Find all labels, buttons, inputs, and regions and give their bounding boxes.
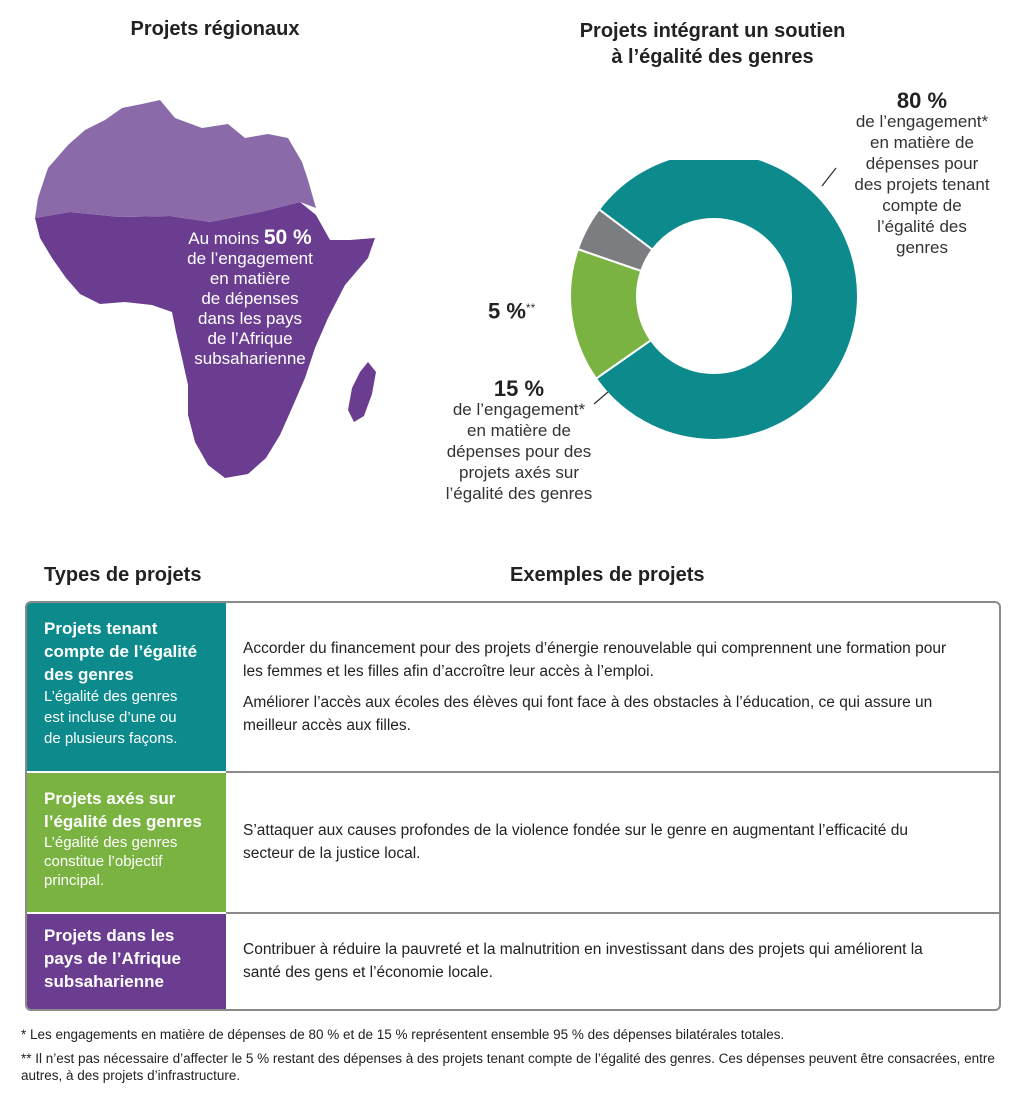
footnote-2: ** Il n’est pas nécessaire d’affecter le 5 % restant des dépenses à des projets tenant compte de l’égalité des genres. Ces dépenses peuvent être consacrées, entre autres, à des projets d’infrastructure.: [21, 1051, 995, 1083]
table-row: [27, 603, 999, 771]
type-cell: Projets tenant compte de l’égalité des genres L’égalité des genres est incluse d’une ou de plusieurs façons.: [27, 603, 226, 771]
examples-cell: S’attaquer aux causes profondes de la violence fondée sur le genre en augmentant l’efficacité du secteur de la justice local.: [243, 822, 908, 862]
projects-table: [25, 601, 1001, 1011]
label-15-value: 15 %: [493, 376, 545, 401]
examples-cell: Accorder du financement pour des projets d’énergie renouvelable qui comprennent une formation pour les femmes et les filles afin d’accroître leur accès à l’emploi. Améliorer l’accès aux écoles des élèves qui font face à des obstacles à l’éducation, ce qui assure un meilleur accès aux filles.: [243, 640, 947, 734]
type-cell: Projets dans les pays de l’Afrique subsaharienne: [27, 914, 226, 1011]
label-15: 15 % de l’engagement* en matière de dépenses pour des projets axés sur l’égalité des genres: [424, 378, 614, 504]
col-header-types: Types de projets: [44, 564, 202, 586]
examples-cell: Contribuer à réduire la pauvreté et la malnutrition en investissant dans des projets qui améliorent la santé des gens et l’économie locale.: [243, 941, 923, 981]
map-value: 50 %: [263, 226, 312, 249]
map-annotation: Au moins 50 % de l’engagement en matière de dépenses dans les pays de l’Afrique subsaharienne: [187, 226, 313, 368]
label-80: 80 % de l’engagement* en matière de dépenses pour des projets tenant compte de l’égalité des genres: [832, 90, 1012, 258]
map-title: Projets régionaux: [130, 18, 300, 40]
footnote-1: * Les engagements en matière de dépenses de 80 % et de 15 % représentent ensemble 95 % des dépenses bilatérales totales.: [21, 1027, 785, 1042]
label-5: 5 %**: [488, 298, 536, 324]
donut-title: Projets intégrant un soutien à l’égalité des genres: [579, 20, 846, 68]
label-5-value: 5 %: [488, 298, 526, 324]
table-row: [27, 773, 999, 912]
col-header-examples: Exemples de projets: [510, 564, 705, 586]
type-cell: Projets axés sur l’égalité des genres L’égalité des genres constitue l’objectif principal.: [27, 773, 226, 912]
table-row: [27, 914, 999, 1011]
label-80-value: 80 %: [896, 88, 948, 113]
